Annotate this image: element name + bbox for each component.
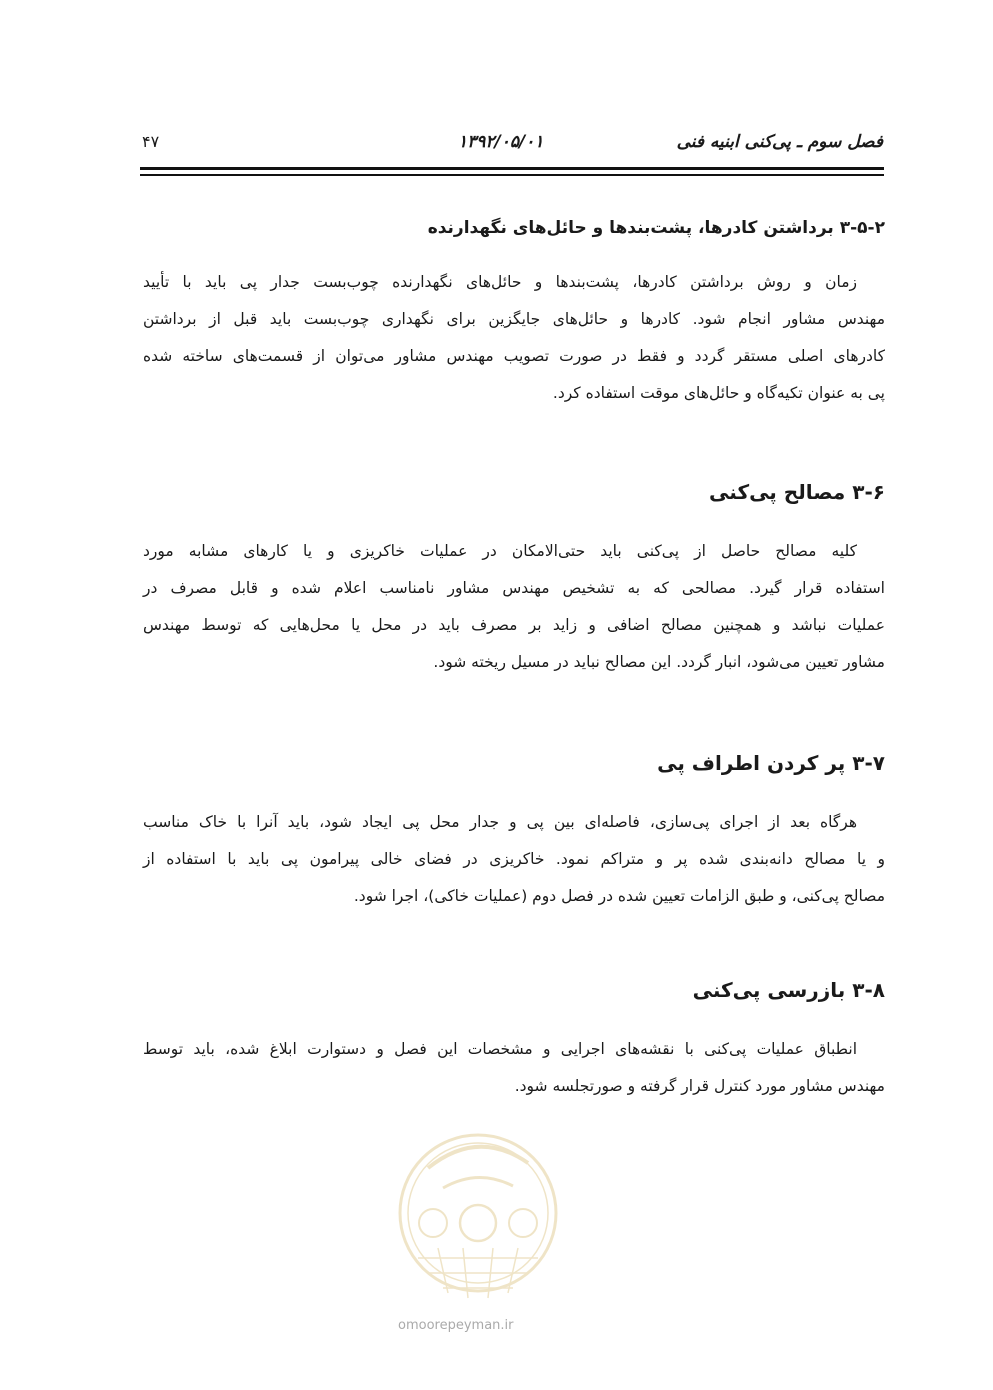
paragraph-line: زمان و روش برداشتن کادرها، پشت‌بندها و حائل‌های نگهدارنده چوب‌بست جدار پی باید با تأیید bbox=[143, 273, 857, 291]
paragraph-line: پی به عنوان تکیه‌گاه و حائل‌های موقت استفاده کرد. bbox=[552, 384, 885, 402]
paragraph-line: عملیات نباشد و همچنین مصالح اضافی و زاید بر مصرف باید در محل یا محل‌هایی که توسط مهندس bbox=[143, 616, 885, 634]
paragraph-line: هرگاه بعد از اجرای پی‌سازی، فاصله‌ای بین پی و جدار محل پی ایجاد شود، باید آنرا با خاک مناسب bbox=[143, 813, 857, 831]
paragraph-line: انطباق عملیات پی‌کنی با نقشه‌های اجرایی و مشخصات این فصل و دستوارت ابلاغ شده، باید توسط bbox=[143, 1040, 857, 1058]
section-heading-3-8: ۳-۸ بازرسی پی‌کنی bbox=[692, 978, 885, 1002]
watermark-logo-icon bbox=[388, 1108, 568, 1328]
section-paragraph-3-8 bbox=[143, 1031, 885, 1105]
paragraph-line: کادرهای اصلی مستقر گردد و فقط در صورت تصویب مهندس مشاور می‌توان از قسمت‌های ساخته شده bbox=[143, 347, 885, 365]
section-paragraph-3-6 bbox=[143, 533, 885, 681]
paragraph-line: استفاده قرار گیرد. مصالحی که به تشخیص مهندس مشاور نامناسب اعلام شده و قابل مصرف در bbox=[143, 579, 885, 597]
watermark-url: omoorepeyman.ir bbox=[398, 1318, 514, 1333]
header-rule-thick bbox=[140, 167, 884, 170]
paragraph-line: مصالح پی‌کنی، و طبق الزامات تعیین شده در فصل دوم (عملیات خاکی)، اجرا شود. bbox=[353, 887, 885, 905]
header-date: ۱۳۹۲/۰۵/۰۱ bbox=[458, 132, 544, 152]
section-heading-3-6: ۳-۶ مصالح پی‌کنی bbox=[709, 480, 885, 504]
section-paragraph-3-5-2 bbox=[143, 264, 885, 412]
paragraph-line: کلیه مصالح حاصل از پی‌کنی باید حتی‌الامکان در عملیات خاکریزی و یا کارهای مشابه مورد bbox=[143, 542, 857, 560]
chapter-title: فصل سوم ـ پی‌کنی ابنیه فنی bbox=[676, 132, 883, 152]
page-number: ۴۷ bbox=[142, 132, 160, 151]
section-heading-3-7: ۳-۷ پر کردن اطراف پی bbox=[657, 751, 885, 775]
section-heading-3-5-2: ۳-۵-۲ برداشتن کادرها، پشت‌بندها و حائل‌های نگهدارنده bbox=[427, 218, 885, 238]
paragraph-line: مهندس مشاور مورد کنترل قرار گرفته و صورتجلسه شود. bbox=[514, 1077, 885, 1095]
section-paragraph-3-7 bbox=[143, 804, 885, 915]
header-rule-thin bbox=[140, 174, 884, 176]
paragraph-line: و یا مصالح دانه‌بندی شده پر و متراکم نمود. خاکریزی در فضای خالی پیرامون پی باید با استفاده از bbox=[143, 850, 885, 868]
paragraph-line: مشاور تعیین می‌شود، انبار گردد. این مصالح نباید در مسیل ریخته شود. bbox=[433, 653, 885, 671]
paragraph-line: مهندس مشاور انجام شود. کادرها و حائل‌های جایگزین برای نگهداری چوب‌بست باید قبل از برداشتن bbox=[143, 310, 885, 328]
